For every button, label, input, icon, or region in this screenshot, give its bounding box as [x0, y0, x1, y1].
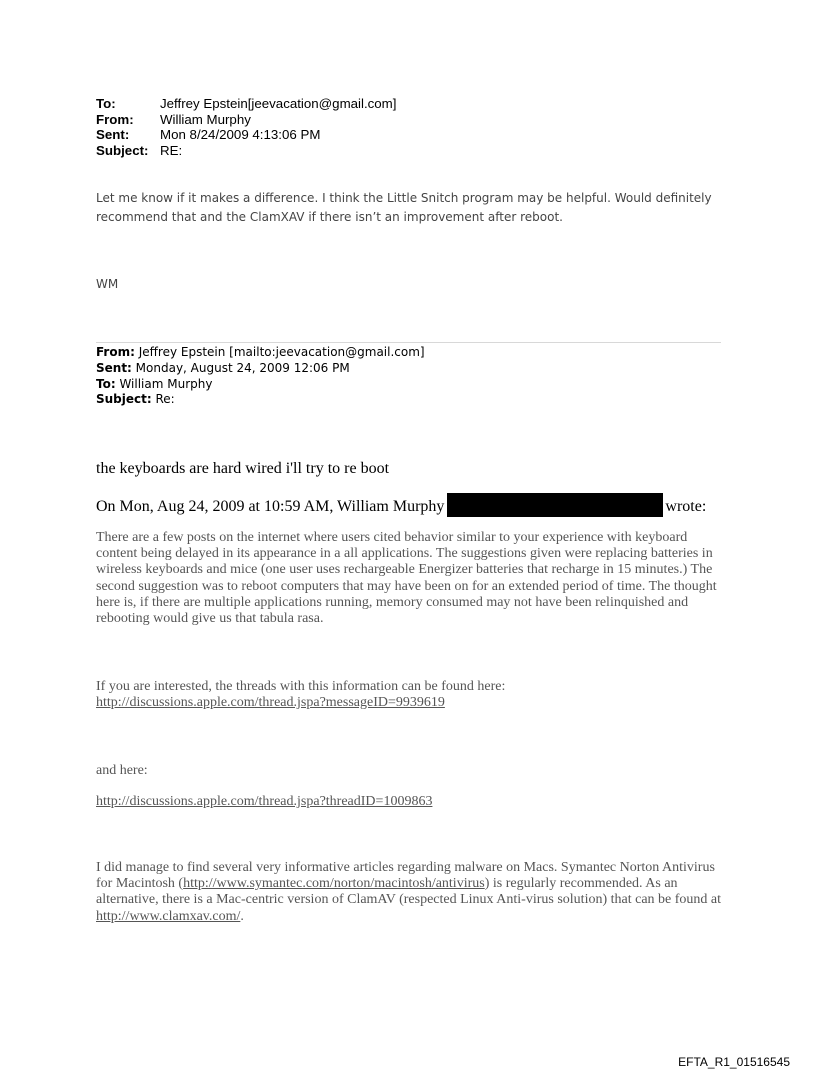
forwarded-subject-row	[96, 392, 425, 408]
forwarded-from-label: From:	[96, 345, 135, 359]
subject-label: Subject:	[96, 142, 149, 158]
quoted-paragraph-2	[96, 679, 726, 711]
apple-thread-link-2[interactable]: http://discussions.apple.com/thread.jspa?threadID=1009863	[96, 794, 433, 809]
forwarded-subject-value: Re:	[151, 392, 175, 407]
document-id: EFTA_R1_01516545	[678, 1055, 790, 1069]
forwarded-from-row	[96, 345, 425, 361]
quoted-paragraph-3: and here:	[96, 763, 148, 778]
subject-value: RE:	[160, 142, 183, 158]
quoted-link-paragraph	[96, 794, 726, 810]
header-sent-row	[96, 127, 396, 143]
forwarded-header	[96, 345, 425, 408]
malware-text-1: I did manage to find several very informative articles regarding malware on Macs. Symantec Norton Antivirus for Macintosh (	[96, 860, 715, 892]
forwarded-to-value: William Murphy	[115, 376, 213, 391]
quote-intro	[96, 493, 706, 517]
quote-intro-text: On Mon, Aug 24, 2009 at 10:59 AM, William Murphy	[96, 498, 445, 515]
threads-intro: If you are interested, the threads with this information can be found here:	[96, 679, 506, 694]
sent-label: Sent:	[96, 127, 130, 142]
quoted-paragraph-4	[96, 860, 726, 925]
message-divider	[96, 342, 721, 343]
from-value: William Murphy	[160, 111, 251, 127]
forwarded-from-value: Jeffrey Epstein [mailto:jeevacation@gmail.com]	[134, 345, 425, 359]
reply-signature: WM	[96, 277, 119, 291]
to-value: Jeffrey Epstein[jeevacation@gmail.com]	[160, 96, 397, 111]
forwarded-sent-label: Sent:	[96, 360, 132, 375]
sent-value: Mon 8/24/2009 4:13:06 PM	[160, 127, 321, 142]
forwarded-to-label: To:	[96, 376, 116, 391]
from-label: From:	[96, 111, 134, 127]
clamxav-link[interactable]: http://www.clamxav.com/	[96, 908, 241, 924]
header-from-row	[96, 112, 396, 128]
forwarded-sent-value: Monday, August 24, 2009 12:06 PM	[131, 360, 350, 375]
quote-intro-wrote: wrote:	[665, 498, 707, 515]
apple-thread-link-1[interactable]: http://discussions.apple.com/thread.jspa?messageID=9939619	[96, 695, 445, 711]
symantec-link[interactable]: http://www.symantec.com/norton/macintosh/antivirus	[183, 876, 485, 892]
epstein-message: the keyboards are hard wired i'll try to re boot	[96, 460, 390, 477]
forwarded-sent-row	[96, 361, 425, 377]
malware-text-2: ) is regularly recommended. As an alternative, there is a Mac-centric version of ClamAV (respected Linux Anti-virus solution) that can be found at	[96, 876, 722, 908]
header-subject-row	[96, 143, 396, 159]
redaction-box	[447, 493, 663, 517]
to-label: To:	[96, 96, 116, 111]
quoted-paragraph-1: There are a few posts on the internet where users cited behavior similar to your experience with keyboard content being delayed in its appearance in a all applications. The suggestions given were replacing batteries in wireless keyboards and mice (one user uses rechargeable Energizer batteries that recharge in 15 minutes.) The second suggestion was to reboot computers that may have been on for an extended period of time. The thought here is, if there are multiple applications running, memory consumed may not have been relinquished and rebooting would give us that tabula rasa.	[96, 530, 717, 627]
header-to-row	[96, 96, 396, 112]
forwarded-subject-label: Subject:	[96, 392, 152, 407]
forwarded-to-row	[96, 377, 425, 393]
malware-text-3: .	[240, 908, 244, 924]
reply-body: Let me know if it makes a difference. I think the Little Snitch program may be helpful. Would definitely recommend that and the ClamXAV if there isn’t an improvement after reboot.	[96, 191, 712, 224]
email-header	[96, 96, 396, 158]
